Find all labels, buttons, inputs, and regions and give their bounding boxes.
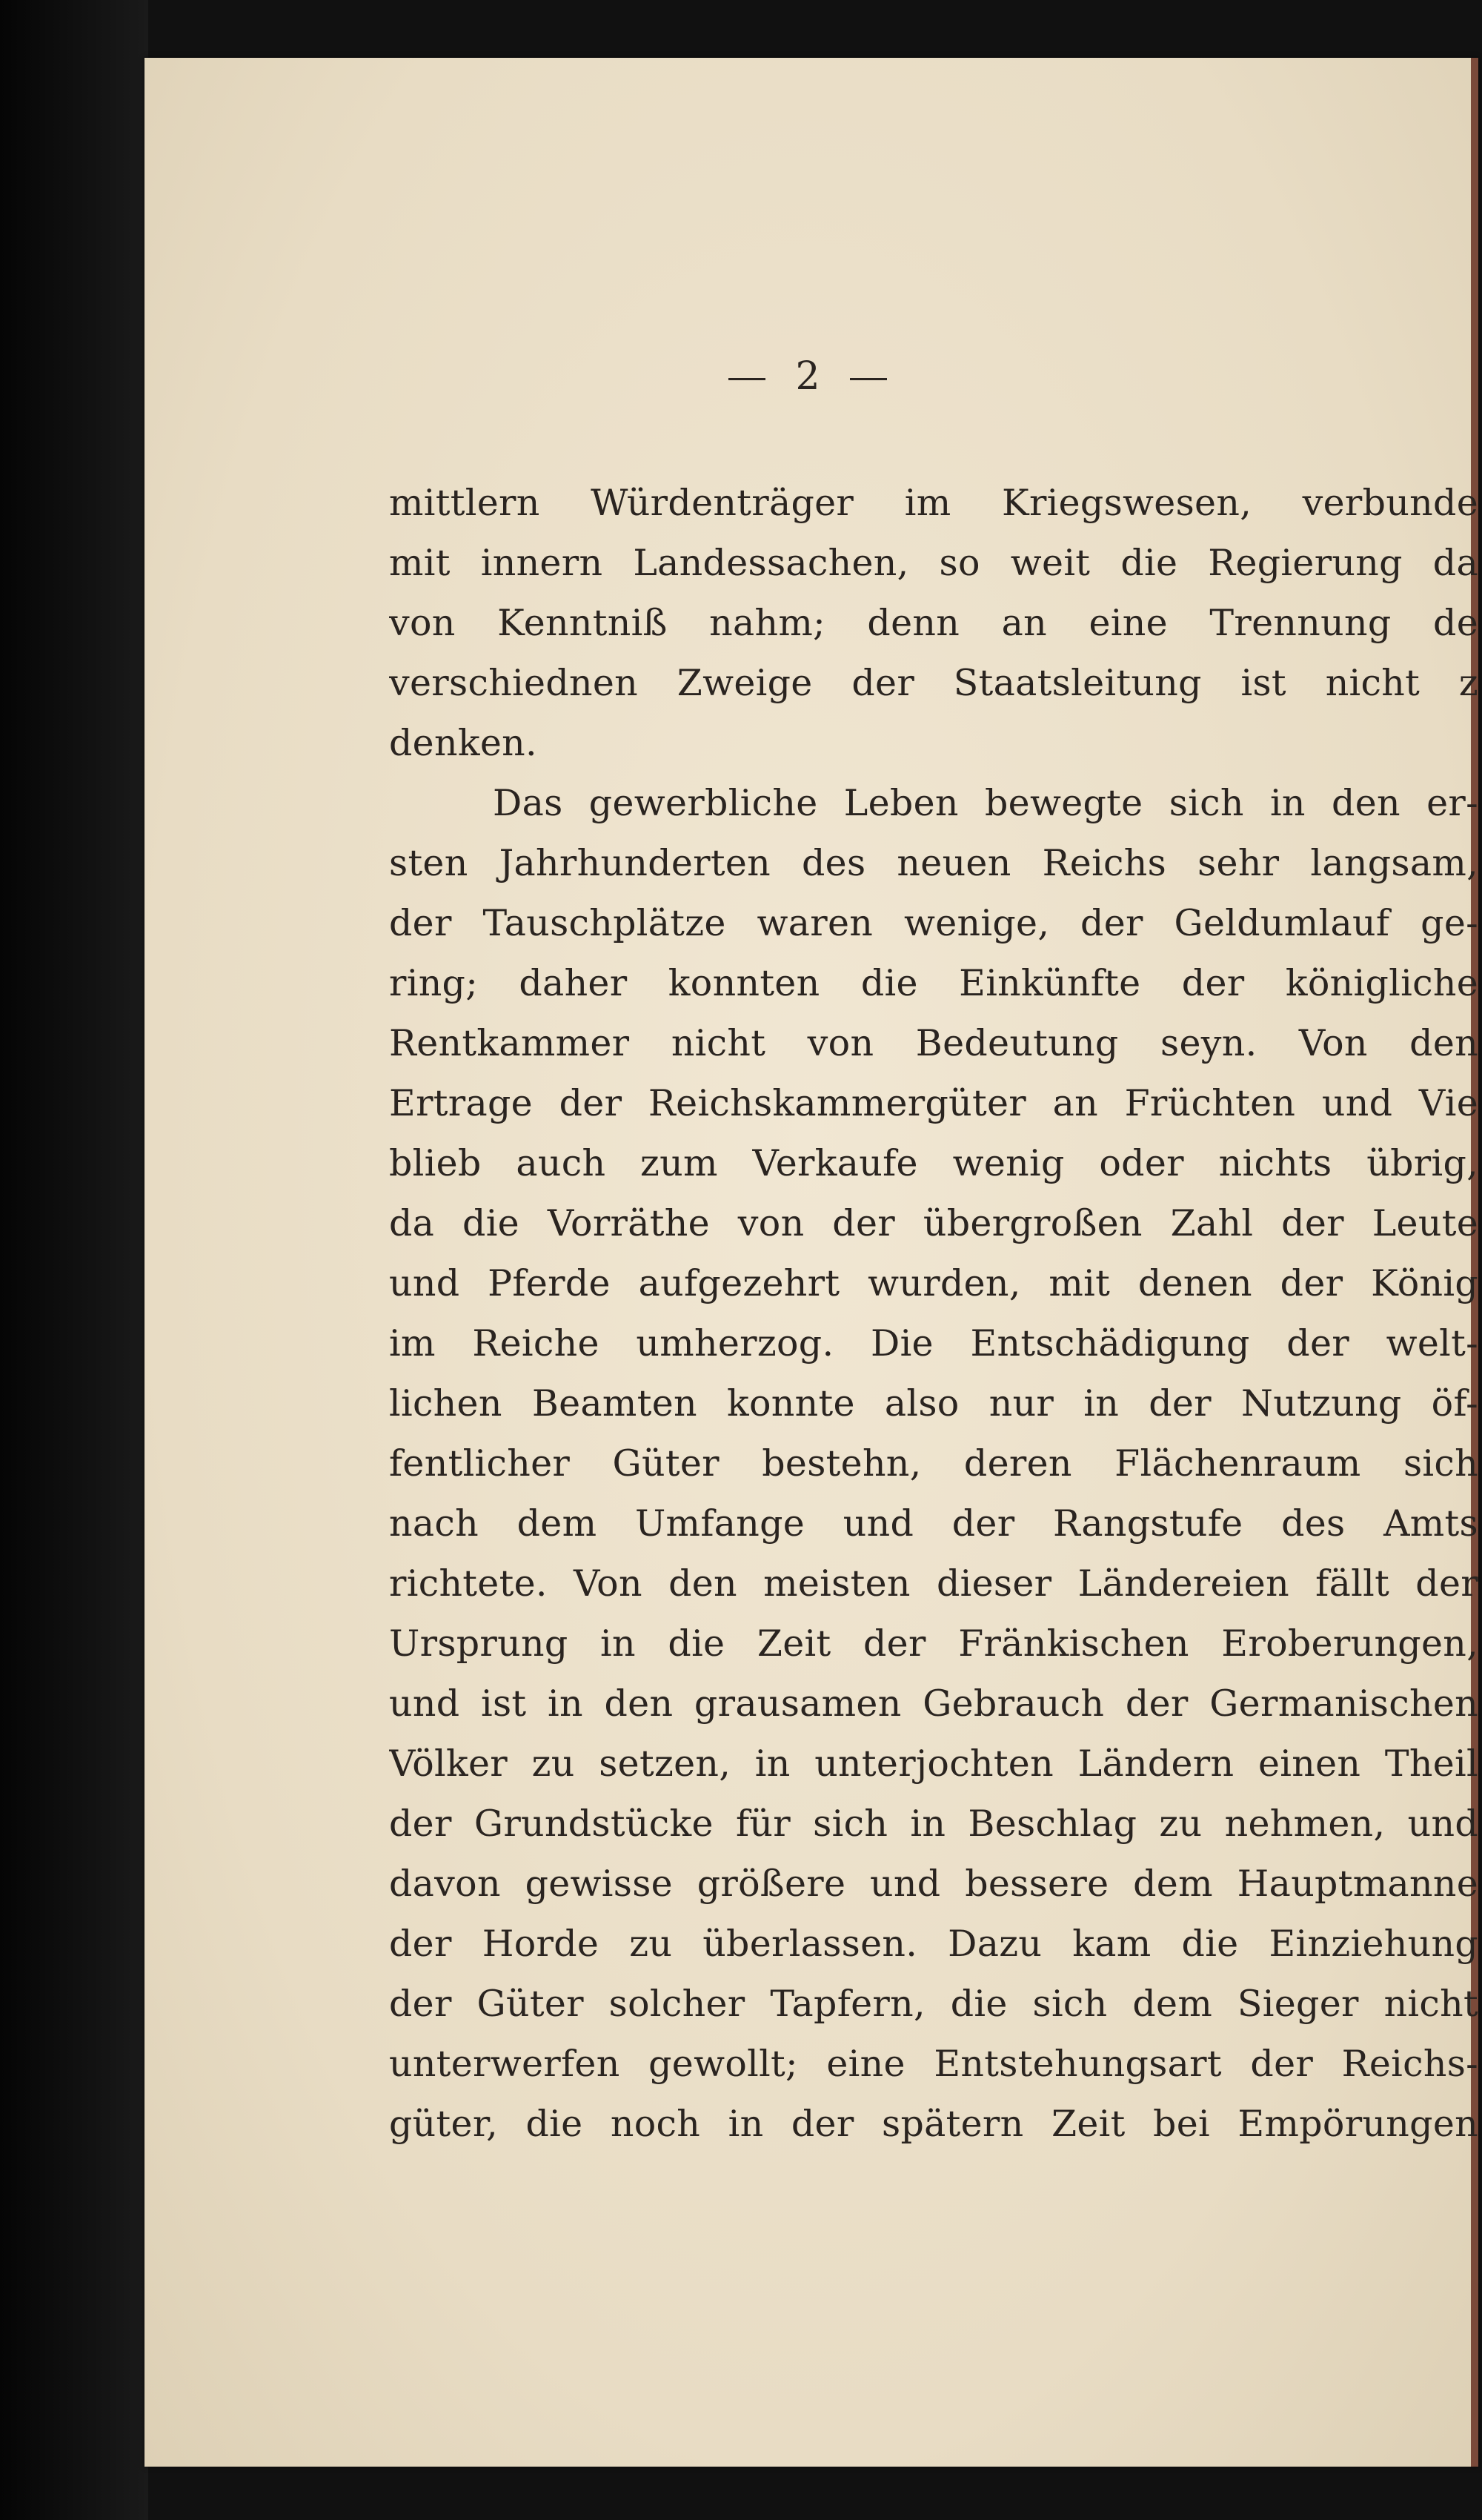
text-line: und ist in den grausamen Gebrauch der Germanischen — [389, 1682, 1478, 1725]
text-line: da die Vorräthe von der übergroßen Zahl der Leute — [389, 1202, 1478, 1244]
folio-dash-right — [850, 378, 887, 380]
text-line: der Grundstücke für sich in Beschlag zu nehmen, und — [389, 1803, 1478, 1845]
text-line: richtete. Von den meisten dieser Ländereien fällt der — [389, 1562, 1478, 1605]
text-line: von Kenntniß nahm; denn an eine Trennung de — [389, 602, 1478, 644]
text-line: güter, die noch in der spätern Zeit bei Empörungen — [389, 2103, 1478, 2145]
text-line: Völker zu setzen, in unterjochten Ländern einen Theil — [389, 1743, 1478, 1785]
body-text — [389, 473, 1478, 2154]
text-line: und Pferde aufgezehrt wurden, mit denen der König — [389, 1262, 1478, 1304]
text-line: sten Jahrhunderten des neuen Reichs sehr langsam, — [389, 842, 1478, 884]
scan-background — [0, 0, 148, 2520]
folio-dash-left — [728, 378, 765, 380]
text-line: mit innern Landessachen, so weit die Regierung da — [389, 542, 1478, 584]
page-number-header — [144, 354, 1471, 399]
text-line: im Reiche umherzog. Die Entschädigung der welt- — [389, 1322, 1478, 1365]
text-line: nach dem Umfange und der Rangstufe des Amts — [389, 1502, 1478, 1545]
text-line: ring; daher konnten die Einkünfte der königliche — [389, 962, 1478, 1004]
text-line: davon gewisse größere und bessere dem Hauptmanne — [389, 1863, 1478, 1905]
text-line: Ursprung in die Zeit der Fränkischen Eroberungen, — [389, 1622, 1478, 1665]
text-line: lichen Beamten konnte also nur in der Nutzung öf- — [389, 1382, 1478, 1425]
text-line: der Horde zu überlassen. Dazu kam die Einziehung — [389, 1923, 1478, 1965]
text-line: Ertrage der Reichskammergüter an Früchten und Vie — [389, 1082, 1478, 1124]
text-line: der Güter solcher Tapfern, die sich dem Sieger nicht — [389, 1983, 1478, 2025]
text-line: fentlicher Güter bestehn, deren Flächenraum sich — [389, 1442, 1478, 1485]
text-line: Das gewerbliche Leben bewegte sich in den er- — [493, 782, 1478, 824]
book-page — [144, 58, 1478, 2467]
text-line: denken. — [389, 722, 537, 764]
text-line: blieb auch zum Verkaufe wenig oder nichts übrig, — [389, 1142, 1478, 1184]
text-line: mittlern Würdenträger im Kriegswesen, verbunde — [389, 482, 1478, 524]
text-line: der Tauschplätze waren wenige, der Geldumlauf ge- — [389, 902, 1478, 944]
text-line: verschiednen Zweige der Staatsleitung ist nicht z — [389, 662, 1478, 704]
text-line: Rentkammer nicht von Bedeutung seyn. Von den — [389, 1022, 1478, 1064]
page-number: 2 — [795, 354, 820, 399]
text-line: unterwerfen gewollt; eine Entstehungsart der Reichs- — [389, 2043, 1478, 2085]
